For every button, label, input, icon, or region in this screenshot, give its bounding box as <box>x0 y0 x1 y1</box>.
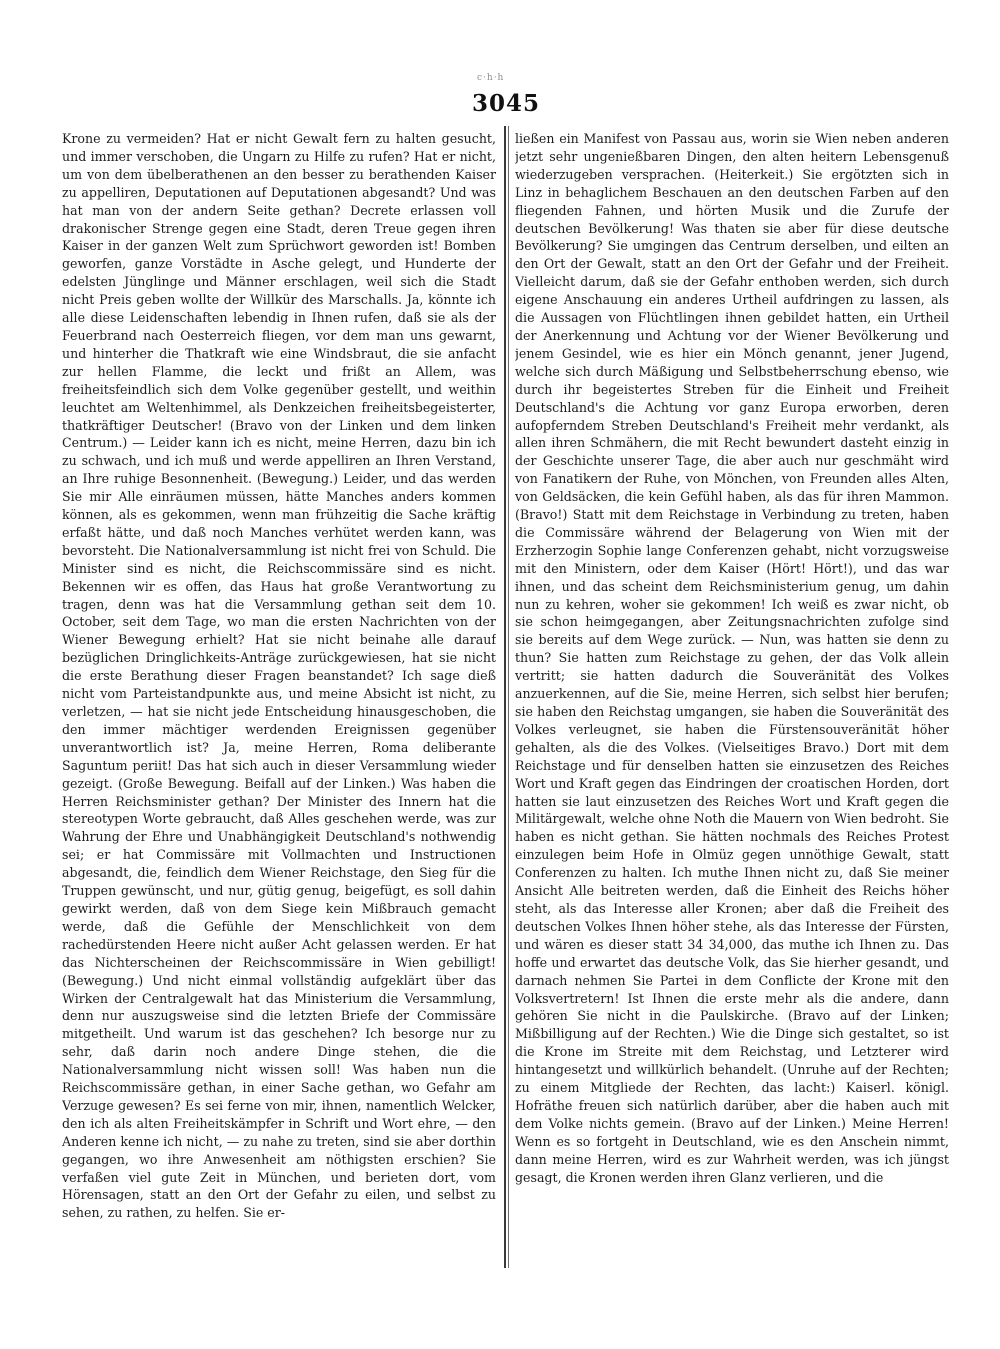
page-top-mark: c·h·h <box>477 73 505 83</box>
column-divider-inner <box>508 126 509 1268</box>
page-number: 3045 <box>471 90 540 117</box>
text-column-right <box>515 130 949 1260</box>
text-column-left <box>62 130 496 1260</box>
column-divider <box>504 126 506 1268</box>
right-column-text: ließen ein Manifest von Passau aus, worin sie Wien neben anderen jetzt sehr ungenießbaren Dingen, den alten heitern Lebensgenuß wiederzugeben versprachen. (Heiterkeit.) Sie ergötzten sich in Linz in behaglichem Beschauen an den deutschen Farben auf den fliegenden Fahnen, und hörten Musik und die Zurufe der deutschen Bevölkerung! Was thaten sie aber für diese deutsche Bevölkerung? Sie umgingen das Centrum derselben, und eilten an den Ort der Gewalt, statt an den Ort der Gefahr und der Freiheit. Vielleicht darum, daß sie der Gefahr enthoben werden, sich durch eigene Anschauung ein anderes Urtheil aufdringen zu lassen, als die Aussagen von Flüchtlingen ihnen gebildet hatten, ein Urtheil der Anerkennung und Achtung vor der Wiener Bevölkerung und jenem Gesindel, wie es hier ein Mönch genannt, jener Jugend, welche sich durch Mäßigung und Selbstbeherrschung ebenso, wie durch ihr begeistertes Streben für die Einheit und Freiheit Deutschland's die Achtung vor ganz Europa erworben, deren aufopferndem Streben Deutschland's Freiheit mehr verdankt, als allen ihren Schmähern, die mit Recht bewundert dasteht einzig in der Geschichte unserer Tage, die aber auch nur geschmäht wird von Fanatikern der Ruhe, von Mönchen, von Freunden alles Alten, von Geldsäcken, die kein Gefühl haben, als das für ihren Mammon. (Bravo!) Statt mit dem Reichstage in Verbindung zu treten, haben die Commissäre während der Belagerung von Wien mit der Erzherzogin Sophie lange Conferenzen gehabt, nicht vorzugsweise mit den Ministern, oder dem Kaiser (Hört! Hört!), und das war ihnen, und das scheint dem Reichsministerium genug, um dahin nun zu kehren, woher sie gekommen! Ich weiß es zwar nicht, ob sie schon heimgegangen, aber Zeitungsnachrichten zufolge sind sie bereits auf dem Wege zurück. — Nun, was hatten sie denn zu thun? Sie hatten zum Reichstage zu gehen, der das Volk allein vertritt; sie hatten dadurch die Souveränität des Volkes anzuerkennen, auf die Sie, meine Herren, sich selbst hier berufen; sie haben den Reichstag umgangen, sie haben die Souveränität des Volkes verleugnet, sie haben die Fürstensouveränität höher gehalten, als die des Volkes. (Vielseitiges Bravo.) Dort mit dem Reichstage und für denselben hatten sie einzusetzen des Reiches Wort und Kraft gegen das Eindringen der croatischen Horden, dort hatten sie laut einzusetzen des Reiches Wort und Kraft gegen die Militärgewalt, welche ohne Noth die Mauern von Wien bedroht. Sie haben es nicht gethan. Sie hätten nochmals des Reiches Protest einzulegen beim Hofe in Olmüz gegen unnöthige Gewalt, statt Conferenzen zu halten. Ich muthe Ihnen nicht zu, daß Sie meiner Ansicht Alle beitreten werden, daß die Einheit des Reichs höher steht, als das Interesse aller Kronen; aber daß die Freiheit des deutschen Volkes Ihnen höher stehe, als das Interesse der Fürsten, und wären es dieser statt 34 34,000, das muthe ich Ihnen zu. Das hoffe und erwartet das deutsche Volk, das Sie hierher gesandt, und darnach nehmen Sie Partei in dem Conflicte der Krone mit den Volksvertretern! Ist Ihnen die erste mehr als die andere, dann gehören Sie nicht in die Paulskirche. (Bravo auf der Linken; Mißbilligung auf der Rechten.) Wie die Dinge sich gestaltet, so ist die Krone im Streite mit dem Reichstag, und Letzterer wird hintangesetzt und willkürlich behandelt. (Unruhe auf der Rechten; zu einem Mitgliede der Rechten, das lacht:) Kaiserl. königl. Hofräthe freuen sich natürlich darüber, aber die haben auch mit dem Volke nichts gemein. (Bravo auf der Linken.) Meine Herren! Wenn es so fortgeht in Deutschland, wie es den Anschein nimmt, dann meine Herren, wird es zur Wahrheit werden, was ich jüngst gesagt, die Kronen werden ihren Glanz verlieren, und die <box>515 131 949 1185</box>
left-column-text: Krone zu vermeiden? Hat er nicht Gewalt fern zu halten gesucht, und immer verschoben, die Ungarn zu Hilfe zu rufen? Hat er nicht, um von dem übelberathenen an den besser zu berathenden Kaiser zu appelliren, Deputationen auf Deputationen abgesandt? Und was hat man von der andern Seite gethan? Decrete erlassen voll drakonischer Strenge gegen eine Stadt, deren Treue gegen ihren Kaiser in der ganzen Welt zum Sprüchwort geworden ist! Bomben geworfen, ganze Vorstädte in Asche gelegt, und Hunderte der edelsten Jünglinge und Männer erschlagen, weil sich die Stadt nicht Preis geben wollte der Willkür des Marschalls. Ja, könnte ich alle diese Leidenschaften lebendig in Ihnen rufen, daß sie als der Feuerbrand nach Oesterreich fliegen, vor dem man uns gewarnt, und hinterher die Thatkraft wie eine Windsbraut, die sie anfacht zur hellen Flamme, die leckt und frißt an Allem, was freiheitsfeindlich sich dem Volke gegenüber gestellt, und weithin leuchtet am Weltenhimmel, als Denkzeichen freiheitsbegeisterter, thatkräftiger Deutscher! (Bravo von der Linken und dem linken Centrum.) — Leider kann ich es nicht, meine Herren, dazu bin ich zu schwach, und ich muß und werde appelliren an Ihren Verstand, an Ihre ruhige Besonnenheit. (Bewegung.) Leider, und das werden Sie mir Alle einräumen müssen, hätte Manches anders kommen können, als es gekommen, wenn man frühzeitig die Sache kräftig erfaßt hätte, und daß noch Manches verhütet werden kann, was bevorsteht. Die Nationalversammlung ist nicht frei von Schuld. Die Minister sind es nicht, die Reichscommissäre sind es nicht. Bekennen wir es offen, das Haus hat große Verantwortung zu tragen, denn was hat die Versammlung gethan seit dem 10. October, seit dem Tage, wo man die ersten Nachrichten von der Wiener Bewegung erhielt? Hat sie nicht beinahe alle darauf bezüglichen Dringlichkeits-Anträge zurückgewiesen, hat sie nicht die erste Berathung dieser Fragen beanstandet? Ich sage dieß nicht vom Parteistandpunkte aus, und meine Absicht ist nicht, zu verletzen, — hat sie nicht jede Entscheidung hinausgeschoben, die den immer mächtiger werdenden Ereignissen gegenüber unverantwortlich ist? Ja, meine Herren, Roma deliberante Saguntum periit! Das hat sich auch in dieser Versammlung wieder gezeigt. (Große Bewegung. Beifall auf der Linken.) Was haben die Herren Reichsminister gethan? Der Minister des Innern hat die stereotypen Worte gebraucht, daß Alles geschehen werde, was zur Wahrung der Ehre und Unabhängigkeit Deutschland's nothwendig sei; er hat Commissäre mit Vollmachten und Instructionen abgesandt, die, feindlich dem Wiener Reichstage, den Sieg für die Truppen gewünscht, und nur, gütig genug, beigefügt, es soll dahin gewirkt werden, daß von dem Siege kein Mißbrauch gemacht werde, daß die Gefühle der Menschlichkeit von dem rachedürstenden Heere nicht außer Acht gelassen werden. Er hat das Nichterscheinen der Reichscommissäre in Wien gebilligt! (Bewegung.) Und nicht einmal vollständig aufgeklärt über das Wirken der Centralgewalt hat das Ministerium die Versammlung, denn nur auszugsweise sind die letzten Briefe der Commissäre mitgetheilt. Und warum ist das geschehen? Ich besorge nur zu sehr, daß darin noch andere Dinge stehen, die die Nationalversammlung nicht wissen soll! Was haben nun die Reichscommissäre gethan, in einer Sache gethan, wo Gefahr am Verzuge gewesen? Es sei ferne von mir, ihnen, namentlich Welcker, den ich als alten Freiheitskämpfer in Schrift und Wort ehre, — den Anderen kenne ich nicht, — zu nahe zu treten, sind sie aber dorthin gegangen, wo ihre Anwesenheit am nöthigsten erschien? Sie verfaßen viel gute Zeit in München, und berieten dort, vom Hörensagen, statt an den Ort der Gefahr zu eilen, und selbst zu sehen, zu rathen, zu helfen. Sie er- <box>62 131 496 1221</box>
